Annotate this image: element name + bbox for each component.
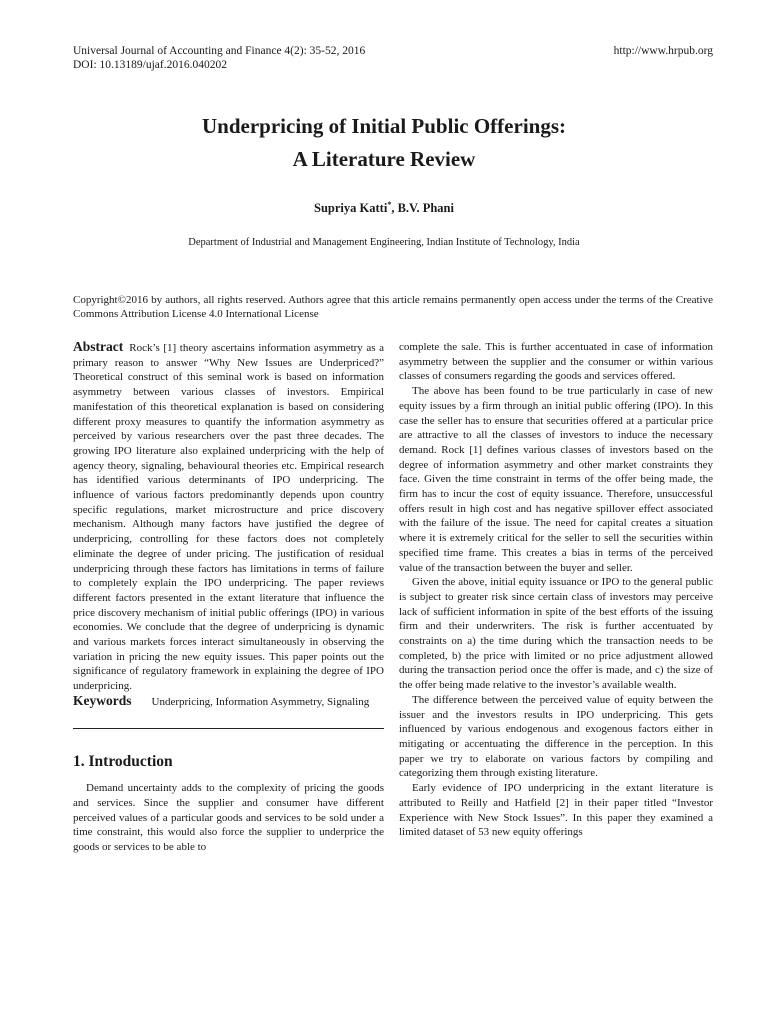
body-paragraph: Early evidence of IPO underpricing in the extant literature is attributed to Reilly and Hatfield [2] in their paper titled “Investor Experience with New Stock Issues”. In this paper they examined a limited dataset of 53 new equity offerings — [399, 782, 713, 839]
copyright-notice: Copyright©2016 by authors, all rights reserved. Authors agree that this article remains permanently open access under the terms of the Creative Commons Attribution License 4.0 International License — [73, 294, 713, 320]
keywords-text: Underpricing, Information Asymmetry, Signaling — [151, 695, 370, 708]
abstract-heading: Abstract — [73, 339, 124, 354]
abstract-text: Rock’s [1] theory ascertains information asymmetry as a primary reason to answer “Why New Issues are Underpriced?” Theoretical construct of this seminal work is based on information asymmetry between various classes of investors. Empirical manifestation of this theoretical explanation is based on considering different proxy measures to quantify the information asymmetry as perceived by various researchers over the past three decades. The growing IPO literature also explained underpricing with the help of agency theory, signaling, behavioural theories etc. Empirical research has identified various determinants of IPO underpricing. The influence of various factors predominantly depends upon country specific regulations, market microstructure and price discovery mechanism. Although many factors have justified the degree of underpricing, controlling for these factors does not completely eliminate the degree of under pricing. The justification of residual underpricing through these factors has limitations in terms of failure to completely explain the IPO underpricing. The paper reviews different factors presented in the extant literature that influence the price discovery mechanism of initial public offerings (IPO) in various economies. We conclude that the degree of underpricing is dynamic and various markets forces interact simultaneously in observing the variation in pricing the new equity issues. This paper points out the significance of regulatory framework in explaining the degree of IPO underpricing. — [73, 342, 384, 693]
abstract — [73, 340, 384, 694]
corresponding-author-mark: * — [387, 200, 392, 209]
journal-citation: Universal Journal of Accounting and Finance 4(2): 35-52, 2016 — [73, 45, 366, 57]
title-line-2: A Literature Review — [292, 147, 476, 171]
running-header — [73, 44, 713, 72]
left-column — [73, 340, 384, 855]
paper-title — [0, 110, 768, 176]
affiliation: Department of Industrial and Management Engineering, Indian Institute of Technology, India — [188, 237, 580, 248]
introduction-paragraph: Demand uncertainty adds to the complexity of pricing the goods and services. Since the supplier and consumer have different perceived values of a particular goods and services to be sold under a time constraint, this would also force the supplier to underprice the goods or services to be able to — [73, 782, 384, 854]
title-line-1: Underpricing of Initial Public Offerings: — [202, 114, 566, 138]
doi: DOI: 10.13189/ujaf.2016.040202 — [73, 59, 227, 71]
section-divider — [73, 728, 384, 729]
body-paragraph: The difference between the perceived value of equity between the issuer and the investors results in IPO underpricing. This gets influenced by various endogenous and exogenous factors either in mitigating or accentuating the difference in the perception. In this paper we try to elaborate on various factors by compiling and categorizing them through existing literature. — [399, 693, 713, 780]
author-name: Supriya Katti — [314, 201, 388, 216]
right-column — [399, 340, 713, 840]
author-name: , B.V. Phani — [391, 201, 454, 216]
body-paragraph: complete the sale. This is further accentuated in case of information asymmetry between the supplier and the consumer or within various classes of consumers regarding the goods and services offered. — [399, 341, 713, 383]
keywords-heading: Keywords — [73, 692, 132, 708]
keywords — [73, 694, 384, 710]
body-paragraph: The above has been found to be true particularly in case of new equity issues by a firm through an initial public offering (IPO). In this case the seller has to ensure that securities offered at a particular price are attractive to all the classes of investors to induce the necessary demand. Rock [1] defines various classes of investors based on the degree of information asymmetry and other market constraints they face. Given the time constraint in terms of the offer being made, the firm has to incur the cost of equity issuance. Therefore, unsuccessful offers result in high cost and has negative spillover effect associated with the failure of the issue. The need for capital creates a situation where it is extremely critical for the seller to sell the securities within specified time frame. This creates a bias in terms of the perceived value of the transaction between the buyer and seller. — [399, 385, 713, 574]
author-list — [0, 200, 768, 216]
journal-url: http://www.hrpub.org — [613, 45, 713, 57]
introduction-heading: 1. Introduction — [73, 752, 173, 770]
body-paragraph: Given the above, initial equity issuance or IPO to the general public is subject to greater risk since certain class of investors may perceive lack of sufficient information in spite of the best efforts of the issuing firm and their underwriters. The risk is further accentuated by constraints on a) the time during which the transaction needs to be completed, b) the price with limited or no price adjustment allowed during the transaction period once the offer is made, and c) the size of the offer being made relative to the investor’s available wealth. — [399, 576, 713, 692]
